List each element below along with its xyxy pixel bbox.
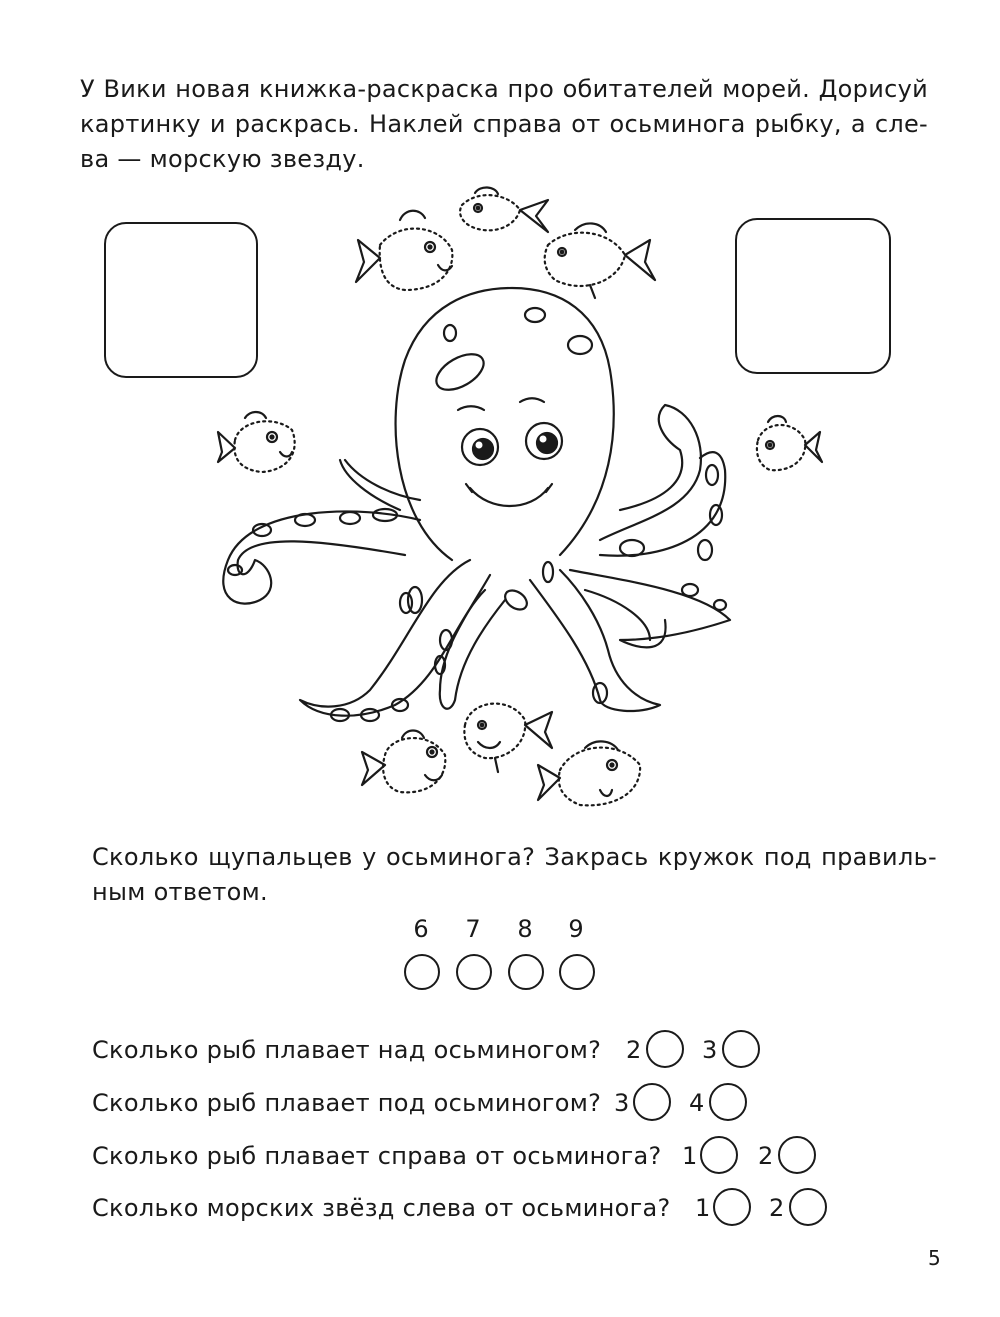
answer-circle[interactable] bbox=[633, 1083, 671, 1121]
tentacle-question bbox=[92, 840, 937, 910]
fish-icon bbox=[234, 421, 294, 472]
fish-icon bbox=[545, 233, 625, 286]
question-line: ным ответом. bbox=[92, 878, 268, 906]
answer-number: 8 bbox=[517, 915, 533, 943]
option-number: 3 bbox=[614, 1089, 630, 1117]
question-text: Сколько рыб плавает под осьминогом? bbox=[92, 1089, 602, 1117]
head-spot bbox=[430, 347, 489, 397]
answer-circle[interactable] bbox=[713, 1188, 751, 1226]
answer-circle[interactable] bbox=[700, 1136, 738, 1174]
fish-icon bbox=[538, 741, 618, 800]
option-number: 2 bbox=[626, 1036, 642, 1064]
head-spot bbox=[444, 325, 456, 341]
answer-circle[interactable] bbox=[722, 1030, 760, 1068]
answer-number: 7 bbox=[465, 915, 481, 943]
option-number: 3 bbox=[702, 1036, 718, 1064]
octopus-head bbox=[396, 288, 614, 560]
fish-icon bbox=[218, 412, 292, 462]
tentacle bbox=[530, 570, 660, 711]
question-text: Сколько рыб плавает над осьминогом? bbox=[92, 1036, 602, 1064]
head-spot bbox=[568, 336, 592, 354]
octopus-illustration bbox=[205, 180, 825, 810]
fish-icon bbox=[478, 712, 552, 772]
fish-icon bbox=[383, 738, 445, 792]
answer-number: 9 bbox=[568, 915, 584, 943]
fish-icon bbox=[362, 731, 442, 786]
fish-icon bbox=[766, 416, 822, 462]
smile bbox=[470, 488, 548, 506]
answer-number: 6 bbox=[413, 915, 429, 943]
answer-circle[interactable] bbox=[559, 954, 595, 990]
intro-line: картинку и раскрась. Наклей справа от осьминога рыбку, а сле- bbox=[80, 110, 928, 138]
option-number: 2 bbox=[758, 1142, 774, 1170]
tentacle bbox=[600, 405, 701, 540]
question-line: Сколько щупальцев у осьминога? Закрась кружок под правиль- bbox=[92, 843, 937, 871]
fish-icon bbox=[558, 223, 655, 298]
option-number: 2 bbox=[769, 1194, 785, 1222]
fish-icon bbox=[460, 195, 520, 230]
answer-circle[interactable] bbox=[508, 954, 544, 990]
question-text: Сколько рыб плавает справа от осьминога? bbox=[92, 1142, 662, 1170]
answer-circle[interactable] bbox=[404, 954, 440, 990]
answer-circle[interactable] bbox=[456, 954, 492, 990]
intro-line: ва — морскую звезду. bbox=[80, 145, 365, 173]
fish-icon bbox=[356, 211, 452, 282]
intro-text bbox=[80, 72, 928, 177]
fish-icon bbox=[380, 229, 453, 290]
answer-circle[interactable] bbox=[709, 1083, 747, 1121]
option-number: 4 bbox=[689, 1089, 705, 1117]
option-number: 1 bbox=[695, 1194, 711, 1222]
answer-circle[interactable] bbox=[646, 1030, 684, 1068]
fish-icon bbox=[464, 704, 525, 759]
page-number: 5 bbox=[928, 1246, 941, 1270]
answer-circle[interactable] bbox=[778, 1136, 816, 1174]
option-number: 1 bbox=[682, 1142, 698, 1170]
head-spot bbox=[525, 308, 545, 322]
intro-line: У Вики новая книжка-раскраска про обитателей морей. Дорисуй bbox=[80, 75, 928, 103]
answer-circle[interactable] bbox=[789, 1188, 827, 1226]
fish-icon bbox=[757, 425, 805, 470]
fish-icon bbox=[559, 748, 640, 806]
question-text: Сколько морских звёзд слева от осьминога? bbox=[92, 1194, 671, 1222]
tentacle bbox=[223, 511, 420, 603]
